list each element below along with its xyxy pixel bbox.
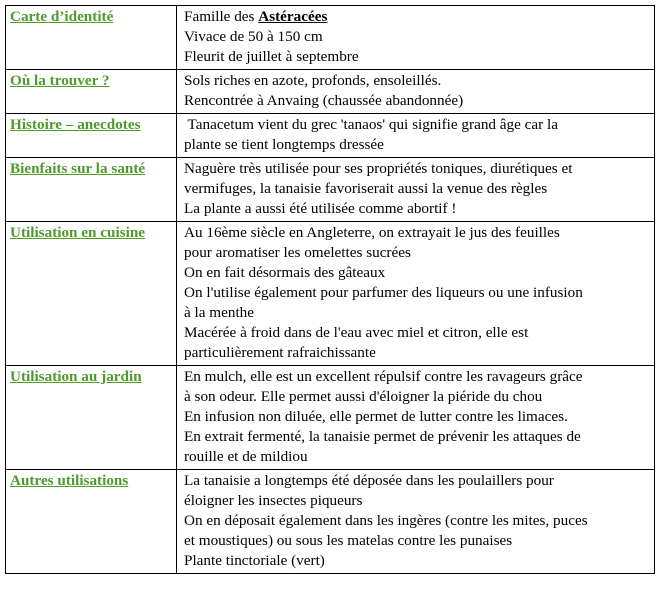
table-row-identity <box>6 6 655 70</box>
row-label-cell <box>6 470 177 574</box>
text-line: Naguère très utilisée pour ses propriétés toniques, diurétiques et <box>184 160 573 177</box>
text-line: En infusion non diluée, elle permet de lutter contre les limaces. <box>184 408 568 425</box>
row-label: Utilisation au jardin <box>10 368 142 385</box>
text-line: Fleurit de juillet à septembre <box>184 48 359 65</box>
table-row-other-uses <box>6 470 655 574</box>
table-row-garden <box>6 366 655 470</box>
text-line: En extrait fermenté, la tanaisie permet de prévenir les attaques de <box>184 428 581 445</box>
text-line: Macérée à froid dans de l'eau avec miel et citron, elle est <box>184 324 529 341</box>
text-line: éloigner les insectes piqueurs <box>184 492 363 509</box>
row-label: Histoire – anecdotes <box>10 116 141 133</box>
text-line: pour aromatiser les omelettes sucrées <box>184 244 411 261</box>
text-line: On en fait désormais des gâteaux <box>184 264 386 281</box>
text-line: On en déposait également dans les ingères (contre les mites, puces <box>184 512 588 529</box>
text-line: La plante a aussi été utilisée comme abortif ! <box>184 200 457 217</box>
text-line: Plante tinctoriale (vert) <box>184 552 325 569</box>
text-line: particulièrement rafraichissante <box>184 344 376 361</box>
text-line: vermifuges, la tanaisie favoriserait aussi la venue des règles <box>184 180 548 197</box>
row-content-cell <box>177 158 655 222</box>
text-line: La tanaisie a longtemps été déposée dans les poulaillers pour <box>184 472 554 489</box>
table-row-location <box>6 70 655 114</box>
row-label: Bienfaits sur la santé <box>10 160 146 177</box>
table-row-history <box>6 114 655 158</box>
row-label-cell <box>6 6 177 70</box>
family-prefix: Famille des <box>184 8 259 25</box>
row-label-cell <box>6 222 177 366</box>
row-label-cell <box>6 114 177 158</box>
table-row-health <box>6 158 655 222</box>
text-line: Au 16ème siècle en Angleterre, on extrayait le jus des feuilles <box>184 224 560 241</box>
text-line: Vivace de 50 à 150 cm <box>184 28 323 45</box>
table-row-cooking <box>6 222 655 366</box>
row-content-cell <box>177 366 655 470</box>
row-label: Où la trouver ? <box>10 72 110 89</box>
text-line: et moustiques) ou sous les matelas contre les punaises <box>184 532 513 549</box>
row-label: Carte d’identité <box>10 8 114 25</box>
row-content-cell <box>177 114 655 158</box>
family-line <box>184 7 650 27</box>
text-line: à la menthe <box>184 304 254 321</box>
text-line: à son odeur. Elle permet aussi d'éloigner la piéride du chou <box>184 388 543 405</box>
text-line: On l'utilise également pour parfumer des liqueurs ou une infusion <box>184 284 583 301</box>
text-line: Sols riches en azote, profonds, ensoleillés. <box>184 72 442 89</box>
row-content-cell <box>177 6 655 70</box>
family-name: Astéracées <box>258 8 328 25</box>
plant-info-sheet <box>5 5 655 574</box>
row-label: Autres utilisations <box>10 472 129 489</box>
row-content-cell <box>177 470 655 574</box>
row-label-cell <box>6 158 177 222</box>
text-line: plante se tient longtemps dressée <box>184 136 384 153</box>
row-content-cell <box>177 70 655 114</box>
row-label-cell <box>6 70 177 114</box>
row-label-cell <box>6 366 177 470</box>
text-line: Rencontrée à Anvaing (chaussée abandonnée) <box>184 92 464 109</box>
row-label: Utilisation en cuisine <box>10 224 146 241</box>
row-content-cell <box>177 222 655 366</box>
text-line: rouille et de mildiou <box>184 448 308 465</box>
text-line: Tanacetum vient du grec 'tanaos' qui signifie grand âge car la <box>184 116 558 133</box>
text-line: En mulch, elle est un excellent répulsif contre les ravageurs grâce <box>184 368 583 385</box>
plant-info-table <box>5 5 655 574</box>
